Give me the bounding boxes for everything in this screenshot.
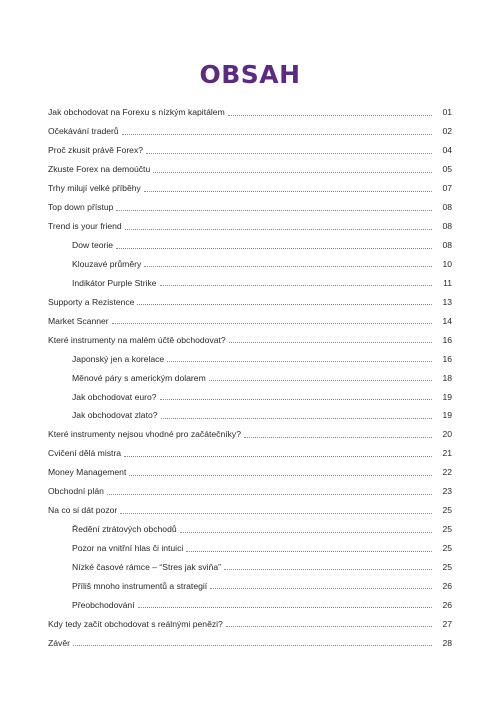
toc-entry-page-number: 28 (442, 637, 452, 648)
dot-leader (112, 323, 432, 324)
toc-entry[interactable] (48, 558, 452, 577)
toc-entry-label: Jak obchodovat euro? (72, 391, 157, 402)
toc-entry[interactable] (48, 179, 452, 198)
toc-entry-label: Měnové páry s americkým dolarem (72, 372, 206, 383)
toc-entry-page-number: 26 (442, 580, 452, 591)
dot-leader (137, 304, 432, 305)
toc-entry[interactable] (48, 141, 452, 160)
toc-entry[interactable] (48, 255, 452, 274)
toc-entry[interactable] (48, 463, 452, 482)
toc-entry-page-number: 08 (442, 240, 452, 251)
toc-entry[interactable] (48, 444, 452, 463)
toc-entry-label: Očekávání traderů (48, 126, 119, 137)
toc-entry[interactable] (48, 482, 452, 501)
toc-entry[interactable] (48, 311, 452, 330)
dot-leader (160, 399, 432, 400)
toc-entry-label: Trend is your friend (48, 221, 122, 232)
toc-entry-label: Pozor na vnitřní hlas či intuici (72, 543, 184, 554)
toc-entry-label: Klouzavé průměry (72, 258, 142, 269)
toc-entry-page-number: 19 (442, 410, 452, 421)
toc-entry[interactable] (48, 406, 452, 425)
toc-entry-label: Dow teorie (72, 240, 114, 251)
dot-leader (210, 588, 432, 589)
dot-leader (129, 475, 432, 476)
toc-entry-page-number: 07 (442, 183, 452, 194)
toc-entry-label: Market Scanner (48, 315, 109, 326)
toc-entry-page-number: 20 (442, 429, 452, 440)
toc-entry[interactable] (48, 633, 452, 652)
toc-entry[interactable] (48, 236, 452, 255)
toc-entry-label: Jak obchodovat zlato? (72, 410, 158, 421)
toc-entry-label: Trhy milují velké příběhy (48, 183, 141, 194)
toc-entry-page-number: 19 (442, 391, 452, 402)
toc-entry[interactable] (48, 387, 452, 406)
dot-leader (107, 494, 432, 495)
toc-entry-page-number: 22 (442, 467, 452, 478)
toc-entry-page-number: 08 (442, 221, 452, 232)
toc-entry-label: Na co si dát pozor (48, 505, 118, 516)
dot-leader (180, 532, 432, 533)
toc-entry[interactable] (48, 349, 452, 368)
toc-entry-page-number: 21 (442, 448, 452, 459)
toc-entry-label: Cvičení dělá mistra (48, 448, 122, 459)
dot-leader (244, 437, 432, 438)
dot-leader (124, 456, 432, 457)
toc-entry[interactable] (48, 539, 452, 558)
toc-entry-page-number: 02 (442, 126, 452, 137)
dot-leader (229, 342, 432, 343)
toc-entry-page-number: 16 (442, 353, 452, 364)
toc-entry[interactable] (48, 273, 452, 292)
toc-entry-label: Zkuste Forex na demoúčtu (48, 164, 151, 175)
dot-leader (125, 229, 432, 230)
toc-entry-label: Kdy tedy začít obchodovat s reálnými penězi? (48, 618, 223, 629)
toc-entry-page-number: 01 (442, 107, 452, 118)
toc-entry[interactable] (48, 217, 452, 236)
toc-entry[interactable] (48, 614, 452, 633)
toc-entry[interactable] (48, 368, 452, 387)
dot-leader (116, 210, 432, 211)
dot-leader (122, 134, 432, 135)
toc-entry-page-number: 05 (442, 164, 452, 175)
toc-entry[interactable] (48, 595, 452, 614)
toc-entry-label: Supporty a Rezistence (48, 296, 135, 307)
toc-entry-label: Které instrumenty na malém účtě obchodovat? (48, 334, 226, 345)
dot-leader (144, 191, 432, 192)
toc-entry-page-number: 25 (442, 524, 452, 535)
toc-entry[interactable] (48, 122, 452, 141)
dot-leader (224, 569, 432, 570)
dot-leader (160, 285, 432, 286)
toc-entry-page-number: 18 (442, 372, 452, 383)
toc-entry[interactable] (48, 292, 452, 311)
toc-entry-label: Top down přístup (48, 202, 114, 213)
dot-leader (161, 418, 432, 419)
dot-leader (73, 645, 432, 646)
toc-entry[interactable] (48, 330, 452, 349)
toc-entry-page-number: 04 (442, 145, 452, 156)
toc-entry-label: Jak obchodovat na Forexu s nízkým kapitálem (48, 107, 225, 118)
page-title: OBSAH (199, 60, 301, 89)
toc-entry[interactable] (48, 576, 452, 595)
toc-entry[interactable] (48, 501, 452, 520)
dot-leader (144, 266, 432, 267)
toc-entry-label: Nízké časové rámce – “Stres jak sviňa” (72, 561, 222, 572)
toc-entry[interactable] (48, 103, 452, 122)
toc-entry-label: Ředění ztrátových obchodů (72, 524, 177, 535)
toc-entry-page-number: 27 (442, 618, 452, 629)
toc-entry-label: Příliš mnoho instrumentů a strategií (72, 580, 208, 591)
dot-leader (226, 626, 432, 627)
toc-entry[interactable] (48, 160, 452, 179)
dot-leader (167, 361, 432, 362)
toc-entry[interactable] (48, 520, 452, 539)
toc-entry-page-number: 25 (442, 505, 452, 516)
toc-entry-page-number: 10 (442, 258, 452, 269)
toc-entry-page-number: 25 (442, 561, 452, 572)
toc-entry[interactable] (48, 198, 452, 217)
toc-entry-label: Obchodní plán (48, 486, 104, 497)
toc-entry-label: Money Management (48, 467, 127, 478)
table-of-contents (48, 103, 452, 652)
toc-entry-label: Proč zkusit právě Forex? (48, 145, 144, 156)
dot-leader (116, 248, 432, 249)
toc-entry[interactable] (48, 425, 452, 444)
toc-entry-label: Japonský jen a korelace (72, 353, 165, 364)
toc-entry-label: Závěr (48, 637, 70, 648)
toc-entry-label: Které instrumenty nejsou vhodné pro začátečníky? (48, 429, 241, 440)
dot-leader (138, 607, 432, 608)
toc-entry-page-number: 13 (442, 296, 452, 307)
dot-leader (209, 380, 432, 381)
dot-leader (146, 153, 432, 154)
toc-entry-page-number: 11 (443, 277, 452, 288)
toc-entry-page-number: 26 (442, 599, 452, 610)
toc-entry-label: Indikátor Purple Strike (72, 277, 157, 288)
dot-leader (228, 115, 432, 116)
toc-entry-page-number: 14 (442, 315, 452, 326)
toc-entry-page-number: 23 (442, 486, 452, 497)
toc-entry-label: Přeobchodování (72, 599, 135, 610)
dot-leader (153, 172, 432, 173)
dot-leader (120, 513, 432, 514)
dot-leader (186, 551, 432, 552)
toc-entry-page-number: 08 (442, 202, 452, 213)
toc-entry-page-number: 16 (442, 334, 452, 345)
toc-entry-page-number: 25 (442, 543, 452, 554)
